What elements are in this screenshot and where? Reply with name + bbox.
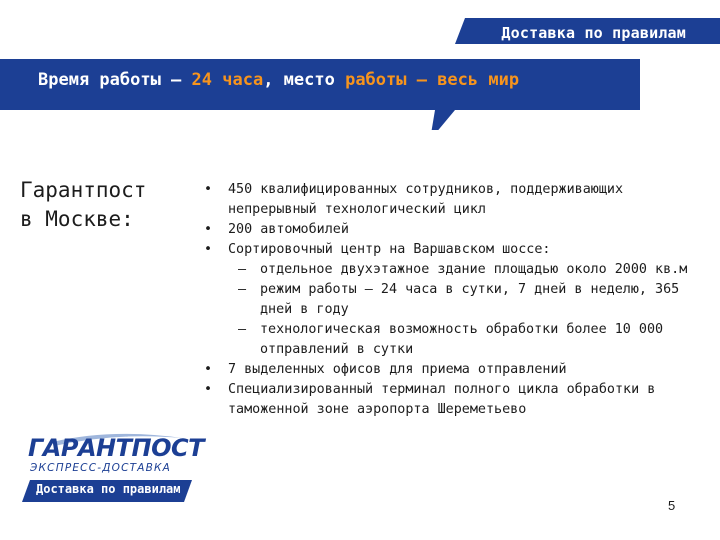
list-item: • 200 автомобилей xyxy=(200,220,705,240)
headline-band xyxy=(0,58,640,130)
bullet-list xyxy=(200,180,705,420)
headline-part-4: работы – весь мир xyxy=(345,70,520,90)
header-tagline: Доставка по правилам xyxy=(501,24,686,42)
sub-list-item: – технологическая возможность обработки более 10 000 отправлений в сутки xyxy=(200,320,705,360)
page-number: 5 xyxy=(668,498,676,513)
section-title: Гарантпост в Москве: xyxy=(20,178,147,231)
company-logo xyxy=(22,430,204,505)
headline xyxy=(38,70,519,90)
logo-name: ГАРАНТПОСТ xyxy=(28,434,204,462)
headline-part-3: , место xyxy=(263,70,346,90)
logo-tagline: Доставка по правилам xyxy=(36,482,181,496)
list-item: • 450 квалифицированных сотрудников, поддерживающих непрерывный технологический цикл xyxy=(200,180,705,220)
logo-subtitle: ЭКСПРЕСС-ДОСТАВКА xyxy=(30,462,172,474)
sub-list-item: – режим работы – 24 часа в сутки, 7 дней в неделю, 365 дней в году xyxy=(200,280,705,320)
headline-part-1: Время работы – xyxy=(38,70,192,90)
list-item: • Сортировочный центр на Варшавском шоссе: xyxy=(200,240,705,260)
sub-list-item: – отдельное двухэтажное здание площадью около 2000 кв.м xyxy=(200,260,705,280)
header-background xyxy=(0,0,720,130)
list-item: • Специализированный терминал полного цикла обработки в таможенной зоне аэропорта Шереметьево xyxy=(200,380,705,420)
list-item: • 7 выделенных офисов для приема отправлений xyxy=(200,360,705,380)
headline-part-2: 24 часа xyxy=(191,70,264,90)
